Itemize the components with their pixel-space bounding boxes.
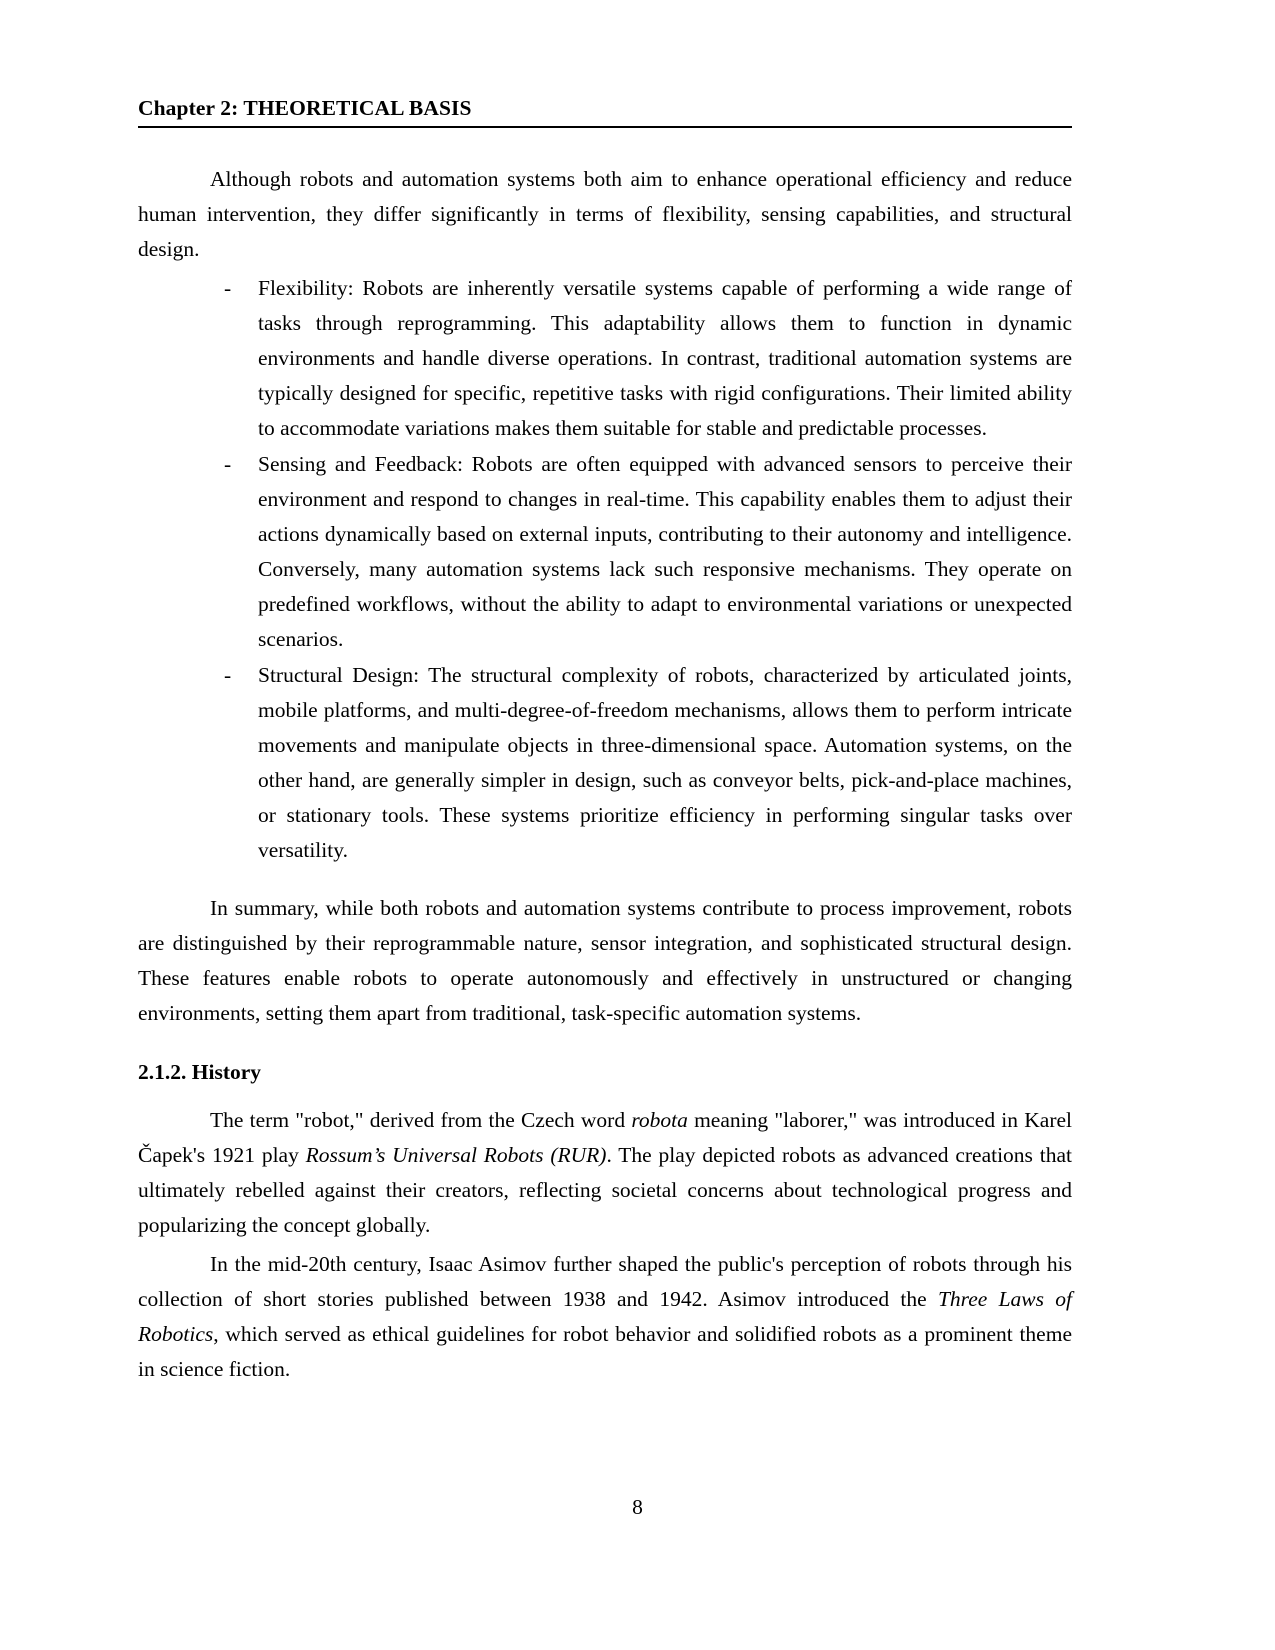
history-p1-segment-1: The term "robot," derived from the Czech word (210, 1107, 632, 1132)
italic-term-robota: robota (631, 1107, 688, 1132)
list-item-text: Sensing and Feedback: Robots are often equipped with advanced sensors to perceive their environment and respond to changes in real-time. This capability enables them to adjust their actions dynamically based on external inputs, contributing to their autonomy and intelligence. Conversely, many automation systems lack such responsive mechanisms. They operate on predefined workflows, without the ability to adapt to environmental variations or unexpected scenarios. (258, 452, 1072, 652)
list-item-text: Structural Design: The structural complexity of robots, characterized by articulated joints, mobile platforms, and multi-degree-of-freedom mechanisms, allows them to perform intricate movements and manipulate objects in three-dimensional space. Automation systems, on the other hand, are generally simpler in design, such as conveyor belts, pick-and-place machines, or stationary tools. These systems prioritize efficiency in performing singular tasks over versatility. (258, 663, 1072, 863)
history-p2-segment-2: , which served as ethical guidelines for robot behavior and solidified robots as a prominent theme in science fiction. (138, 1321, 1072, 1381)
section-heading-history: 2.1.2. History (138, 1059, 262, 1084)
list-item-text: Flexibility: Robots are inherently versatile systems capable of performing a wide range of tasks through reprogramming. This adaptability allows them to function in dynamic environments and handle diverse operations. In contrast, traditional automation systems are typically designed for specific, repetitive tasks with rigid configurations. Their limited ability to accommodate variations makes them suitable for stable and predictable processes. (258, 275, 1072, 441)
summary-paragraph: In summary, while both robots and automation systems contribute to process improvement, robots are distinguished by their reprogrammable nature, sensor integration, and sophisticated structural design. These features enable robots to operate autonomously and effectively in unstructured or changing environments, setting them apart from traditional, task-specific automation systems. (138, 895, 1072, 1025)
italic-title-three-laws: Three Laws of Robotics (138, 1286, 1072, 1346)
page-content (138, 95, 1072, 1391)
history-p2-segment-1: In the mid-20th century, Isaac Asimov further shaped the public's perception of robots through his collection of short stories published between 1938 and 1942. Asimov introduced the (138, 1251, 1072, 1311)
running-header: Chapter 2: THEORETICAL BASIS (138, 96, 472, 120)
list-item (138, 271, 1072, 446)
history-paragraph-2 (138, 1247, 1072, 1387)
history-paragraph-1 (138, 1103, 1072, 1243)
history-p1-segment-3: . The play depicted robots as advanced creations that ultimately rebelled against their creators, reflecting societal concerns about technological progress and popularizing the concept globally. (138, 1142, 1072, 1237)
comparison-bullet-list (138, 271, 1072, 869)
page-number: 8 (632, 1495, 643, 1519)
header-rule-divider (138, 126, 1072, 128)
bullet-dash-icon: - (224, 452, 232, 477)
list-item (138, 658, 1072, 868)
bullet-dash-icon: - (224, 275, 232, 300)
list-item (138, 447, 1072, 657)
intro-paragraph: Although robots and automation systems both aim to enhance operational efficiency and reduce human intervention, they differ significantly in terms of flexibility, sensing capabilities, and structural design. (138, 166, 1072, 261)
italic-title-rur: Rossum’s Universal Robots (RUR) (305, 1142, 607, 1167)
bullet-dash-icon: - (224, 663, 232, 688)
history-p1-segment-2: meaning "laborer," was introduced in Karel Čapek's 1921 play (138, 1107, 1072, 1167)
